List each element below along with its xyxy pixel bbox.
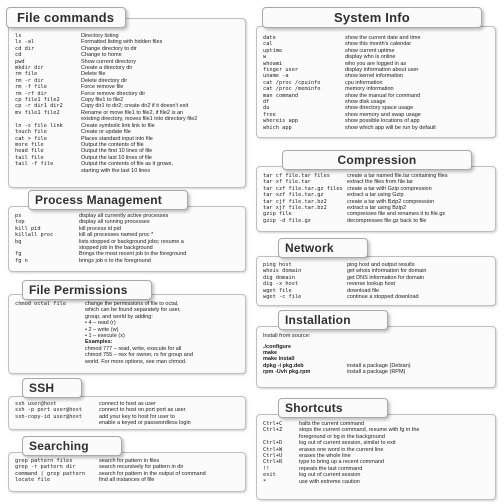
command-cell: rm -f file [15,84,47,91]
file-commands-table [15,33,239,174]
command-cell: fg n [15,257,28,264]
description-cell: decompresses file.gz back to file [347,217,427,224]
command-cell: cal [263,41,273,48]
description-cell: show current uptime [345,47,395,54]
description-cell: compresses file and renames it to file.gz [347,211,446,218]
permission-line: • 4 – read (r) [85,320,116,327]
command-cell: grep -r pattern dir [15,464,76,471]
command-cell: cd dir [15,45,35,52]
table-row [15,477,239,483]
command-cell: man command [263,92,299,99]
command-cell: gzip -d file.gz [263,217,311,224]
description-cell: erases the whole line [299,453,351,460]
command-cell: * [263,478,267,485]
description-cell: type to bring up a recent command [299,459,384,466]
command-cell: mv file1 file2 [15,109,60,116]
command-cell: more file [15,141,44,148]
installation-card [256,326,496,388]
description-cell: Force remove directory dir [81,90,146,97]
command-cell [15,420,99,426]
command-cell: uname -a [263,73,289,80]
description-cell: Places standard input into file [81,135,153,142]
command-cell: dig domain [263,274,295,281]
compression-table [263,173,489,224]
command-cell: ln -s file link [15,122,63,129]
description-cell: create a tar with Bzip2 compression [347,198,435,205]
install-source-label: Install from source: [263,333,311,339]
description-cell: Formatted listing with hidden files [81,39,163,46]
command-cell: dig -x host [263,281,299,288]
command-cell: kill pid [15,225,41,232]
table-row [263,125,489,131]
permission-line: change the permissions of file to octal, [85,301,179,307]
description-cell: search for pattern in files [99,458,160,464]
description-cell: extract the files from file.tar [347,179,414,186]
command-cell: mkdir dir [15,65,44,72]
command-cell: whereis app [263,118,299,125]
command-cell: w [263,54,267,61]
command-cell: !! [263,465,270,472]
command-cell: ping host [263,262,292,268]
command-cell: tail file [15,154,44,161]
network-title: Network [278,238,368,258]
description-cell: create a tar with Gzip compression [347,185,432,192]
description-cell: ping host and output results [347,262,415,268]
description-cell: display who is online [345,54,396,61]
description-cell: display all running processes [79,219,150,226]
command-cell: make [263,350,278,356]
command-cell: Ctrl+Z [263,427,283,434]
description-cell: enable a keyed or passwordless login [99,420,191,427]
description-cell: connect to host as user [99,401,156,407]
shortcuts-card [256,414,496,500]
command-cell: gzip file [263,211,292,218]
description-cell: connect to host on port port as user [99,407,186,414]
description-cell: use with extreme caution [299,478,360,485]
shortcuts-title: Shortcuts [278,398,388,418]
command-cell: cp -r dir1 dir2 [15,103,63,110]
permission-line: chmod 777 – read, write, execute for all [85,345,182,352]
description-cell: brings job n to the foreground [79,257,151,264]
description-cell: install a package (RPM) [347,369,406,376]
command-cell: ps [15,213,22,219]
description-cell: erases one word in the current line [299,446,384,453]
description-cell: Output the last 10 lines of file [81,154,152,161]
command-cell: ls -al [15,39,35,46]
description-cell: display all currently active processes [79,213,169,219]
description-cell: install a package (Debian) [347,362,411,369]
description-cell: stops the current command, resume with fg in the [299,427,420,434]
system-info-table [263,35,489,131]
network-table [263,262,489,300]
description-cell: show kernel information [345,73,404,80]
description-cell: halts the current command [299,421,365,427]
command-cell: top [15,219,25,226]
command-cell: dpkg -i pkg.deb [263,362,304,369]
table-row [263,218,489,224]
description-cell: show disk usage [345,99,386,106]
permission-line: which can be found separately for user, [85,307,181,314]
description-cell: Show current directory [81,58,137,65]
description-cell: repeats the last command [299,465,363,472]
command-cell: tar cjf file.tar.bz2 [263,198,327,205]
command-cell: whois domain [263,268,302,275]
table-row [15,258,239,264]
command-cell: cd [15,52,22,59]
description-cell: stopped job in the background [79,245,153,252]
description-cell: search recursively for pattern in dir [99,464,184,471]
command-cell: du [263,105,270,112]
file-permissions-description [85,301,239,365]
installation-title: Installation [278,310,388,330]
ssh-card [8,396,246,430]
description-cell: Output the contents of file [81,141,144,148]
command-cell: Ctrl+U [263,453,283,460]
command-cell: command | grep pattern [15,470,86,477]
description-cell: log out of current session [299,472,361,479]
command-cell: grep pattern files [15,458,73,464]
command-cell: date [263,35,276,41]
file-permissions-card [8,294,246,374]
permission-line: • 1 – execute (x) [85,333,125,340]
description-cell: add your key to host for user to [99,413,175,420]
description-cell: reverse lookup host [347,281,395,288]
searching-table [15,458,239,484]
shortcuts-table [263,421,489,485]
description-cell: show the current date and time [345,35,421,41]
description-cell: show which app will be run by default [345,124,436,131]
description-cell: Delete directory dir [81,77,128,84]
command-cell: rpm -Uvh pkg.rpm [263,369,311,376]
table-row [263,479,489,485]
description-cell: extract a tar using Bzip2 [347,205,407,212]
description-cell: who you are logged in as [345,60,407,67]
command-cell: locate file [15,477,51,484]
system-info-card [256,26,496,138]
description-cell: continue a stopped download [347,294,419,301]
command-cell: make install [263,356,295,363]
command-cell: cp file1 file2 [15,97,60,104]
installation-table [263,344,489,376]
command-cell: cat > file [15,135,47,142]
ssh-title: SSH [22,378,82,398]
chmod-command: chmod octal file [15,301,67,307]
command-cell: fg [15,251,22,258]
description-cell: Output the contents of file as it grows, [81,161,174,168]
command-cell: Ctrl+D [263,440,283,447]
description-cell: Rename or move file1 to file2, if file2 is an [81,109,184,116]
file-commands-card [8,18,246,188]
searching-title: Searching [22,436,122,456]
description-cell: Output the first 10 lines of file [81,148,153,155]
description-cell: Force remove file [81,84,124,91]
description-cell: kill all processes named proc * [79,232,154,239]
description-cell: Create a directory dir [81,65,133,72]
description-cell: download file [347,287,380,294]
command-cell: wget file [263,287,292,294]
command-cell [15,168,81,174]
ssh-table [15,401,239,427]
command-cell: tar xjf file.tar.bz2 [263,205,327,212]
command-cell: tail -f file [15,161,54,168]
process-management-card [8,206,246,272]
description-cell: cpu information [345,79,383,86]
command-cell: Ctrl+C [263,421,283,427]
command-cell: which app [263,124,292,131]
command-cell: free [263,111,276,118]
description-cell: get DNS information for domain [347,274,425,281]
compression-title: Compression [282,150,472,170]
command-cell: killall proc [15,232,54,239]
description-cell: Copy file1 to file2 [81,97,124,104]
description-cell: Create or update file [81,129,131,136]
description-cell: memory information [345,86,394,93]
file-commands-title: File commands [6,7,126,28]
description-cell: Directory listing [81,33,119,39]
file-permissions-title: File Permissions [22,280,152,300]
description-cell: get whois information for domain [347,268,427,275]
description-cell: foreground or bg in the background [299,433,385,440]
command-cell: tar xzf file.tar.gz [263,192,324,199]
command-cell: Ctrl+R [263,459,283,466]
command-cell: head file [15,148,44,155]
command-cell: exit [263,472,276,479]
command-cell: ssh user@host [15,401,57,407]
description-cell: show possible locations of app [345,118,420,125]
permission-line: • 2 – write (w) [85,326,119,333]
command-cell: whoami [263,60,283,67]
description-cell: kill process id pid [79,225,121,232]
permission-line: group, and world by adding: [85,313,153,320]
description-cell: show this month's calendar [345,41,412,48]
network-card [256,256,496,306]
command-cell: rm -rf dir [15,90,47,97]
process-management-table [15,213,239,264]
description-cell: Change directory to dir [81,45,137,52]
table-row [15,168,239,174]
command-cell: cat /proc /meminfo [263,86,321,93]
system-info-title: System Info [262,7,482,28]
description-cell: Copy dir1 to dir2; create dir2 if it doesn't exit [81,103,189,110]
command-cell: cat /proc /cpuinfo [263,79,321,86]
command-cell: tar czf file.tar.gz files [263,185,343,192]
command-cell: ssh-copy-id user@host [15,413,82,420]
description-cell: Brings the most recent job to the foreground [79,251,187,258]
command-cell: wget -c file [263,294,302,301]
description-cell: display information about user [345,67,419,74]
command-cell: ssh -p port user@host [15,407,82,414]
command-cell: rm -r dir [15,77,44,84]
command-cell: df [263,99,270,106]
description-cell: existing directory, moves file1 into directory file2 [81,116,198,123]
description-cell: log out of current session, similar to exit [299,440,396,447]
description-cell: show directory space usage [345,105,414,112]
command-cell: pwd [15,58,25,65]
process-management-title: Process Management [28,190,188,210]
command-cell: tar cf file.tar files [263,173,330,179]
command-cell: ls [15,33,22,39]
description-cell: Delete file [81,71,106,78]
command-cell: finger user [263,67,299,74]
command-cell: tar xf file.tar [263,179,311,186]
description-cell: find all instances of file [99,477,155,484]
description-cell: extract a tar using Gzip [347,192,404,199]
command-cell: touch file [15,129,47,136]
description-cell: show memory and swap usage [345,111,421,118]
command-cell: bg [15,238,22,245]
permission-line: Examples: [85,339,113,346]
permission-line: chmod 755 – rwx for owner, rx for group and [85,352,193,359]
description-cell: Create symbolic link link to file [81,122,155,129]
table-row [15,420,239,426]
searching-card [8,452,246,492]
description-cell: create a tar named file.tar containing files [347,173,448,179]
table-row [263,369,489,375]
description-cell: show the manual for command [345,92,421,99]
command-cell: uptime [263,47,283,54]
compression-card [256,166,496,232]
description-cell: search for pattern in the output of command [99,470,206,477]
permission-line: world. For more options, see man chmod. [85,358,187,365]
description-cell: Change to home [81,52,122,59]
table-row [263,294,489,300]
description-cell: starting with the last 10 lines [81,167,151,174]
command-cell: Ctrl+W [263,446,283,453]
command-cell: rm file [15,71,38,78]
command-cell: ./configure [263,343,292,350]
description-cell: lists stopped or background jobs; resume a [79,238,184,245]
